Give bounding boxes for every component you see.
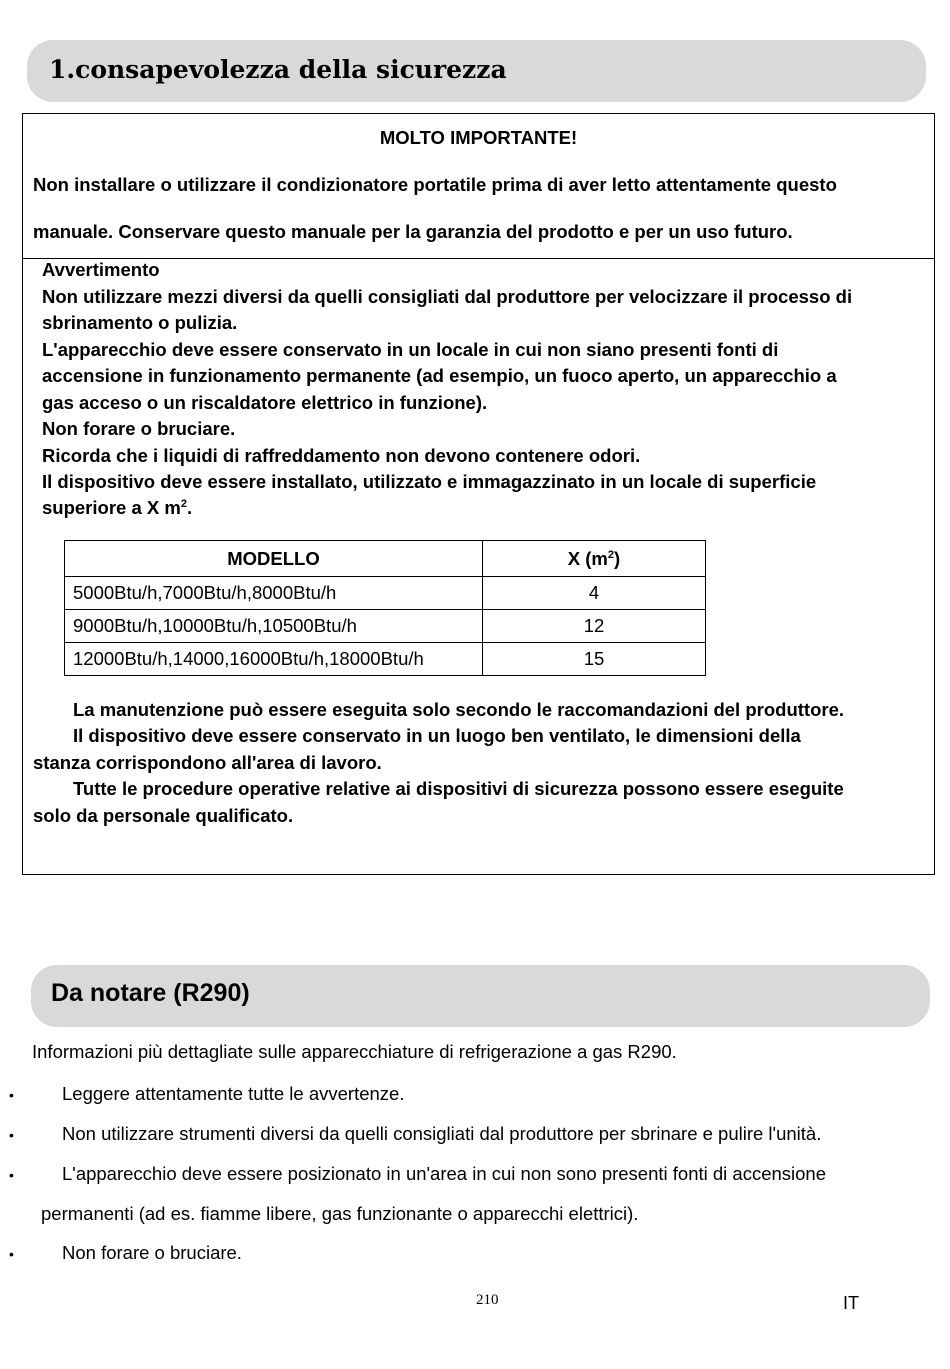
table-header-row	[65, 541, 706, 577]
table-row	[65, 577, 706, 610]
warning-heading: Avvertimento	[42, 259, 160, 280]
safety-notice-box	[22, 113, 935, 875]
warning-line: accensione in funzionamento permanente (ad esempio, un fuoco aperto, un apparecchio a	[42, 365, 837, 386]
warning-line-area	[42, 497, 192, 519]
column-header-area: X $(m^2)$	[483, 541, 706, 577]
section-title: Da notare (R290)	[51, 979, 250, 1007]
important-heading: MOLTO IMPORTANTE!	[379, 127, 578, 148]
bullet-icon: •	[9, 1127, 14, 1143]
list-item: Non utilizzare strumenti diversi da quelli consigliati dal produttore per sbrinare e pulire l'unità.	[62, 1123, 822, 1144]
bullet-icon: •	[9, 1087, 14, 1103]
important-line: manuale. Conservare questo manuale per la garanzia del prodotto e per un uso futuro.	[33, 221, 793, 242]
intro-text: Informazioni più dettagliate sulle apparecchiature di refrigerazione a gas R290.	[32, 1041, 677, 1062]
model-cell: 5000Btu/h,7000Btu/h,8000Btu/h	[65, 577, 483, 610]
area-text: superiore a X m	[42, 497, 181, 518]
model-cell: 9000Btu/h,10000Btu/h,10500Btu/h	[65, 610, 483, 643]
bullet-icon: •	[9, 1167, 14, 1183]
warning-line: Ricorda che i liquidi di raffreddamento non devono contenere odori.	[42, 445, 641, 466]
area-cell: 4	[483, 577, 706, 610]
list-item: Leggere attentamente tutte le avvertenze.	[62, 1083, 405, 1104]
language-code: IT	[843, 1293, 859, 1313]
warning-line: Non forare o bruciare.	[42, 418, 236, 439]
area-suffix: .	[186, 497, 193, 518]
page-number: 210	[476, 1292, 499, 1308]
warning-line: Il dispositivo deve essere installato, utilizzato e immagazzinato in un locale di superficie	[42, 471, 817, 492]
area-cell: 12	[483, 610, 706, 643]
list-item: L'apparecchio deve essere posizionato in un'area in cui non sono presenti fonti di accensione	[62, 1163, 827, 1184]
table-row	[65, 643, 706, 676]
warning-line: L'apparecchio deve essere conservato in un locale in cui non siano presenti fonti di	[42, 339, 779, 360]
maintenance-line: La manutenzione può essere eseguita solo secondo le raccomandazioni del produttore.	[73, 699, 844, 720]
table-row	[65, 610, 706, 643]
warning-line: sbrinamento o pulizia.	[42, 312, 238, 333]
warning-line: Non utilizzare mezzi diversi da quelli consigliati dal produttore per velocizzare il processo di	[42, 286, 853, 307]
model-area-table	[64, 540, 706, 676]
model-cell: 12000Btu/h,14000,16000Btu/h,18000Btu/h	[65, 643, 483, 676]
list-item: Non forare o bruciare.	[62, 1242, 242, 1263]
ventilation-line: stanza corrispondono all'area di lavoro.	[33, 752, 382, 773]
important-notice	[23, 114, 934, 259]
procedures-line: Tutte le procedure operative relative ai dispositivi di sicurezza possono essere eseguite	[73, 778, 844, 799]
area-cell: 15	[483, 643, 706, 676]
warning-line: gas acceso o un riscaldatore elettrico in funzione).	[42, 392, 488, 413]
procedures-line: solo da personale qualificato.	[33, 805, 294, 826]
ventilation-line: Il dispositivo deve essere conservato in un luogo ben ventilato, le dimensioni della	[73, 725, 801, 746]
section-title-banner	[27, 40, 926, 102]
section-title-banner	[31, 965, 930, 1027]
important-line: Non installare o utilizzare il condizionatore portatile prima di aver letto attentamente questo	[33, 174, 837, 195]
bullet-icon: •	[9, 1246, 14, 1262]
section-title: 1.consapevolezza della sicurezza	[49, 55, 507, 84]
list-item-continuation: permanenti (ad es. fiamme libere, gas funzionante o apparecchi elettrici).	[41, 1203, 639, 1224]
area-exponent: 2	[180, 498, 187, 510]
column-header-model: MODELLO	[65, 541, 483, 577]
